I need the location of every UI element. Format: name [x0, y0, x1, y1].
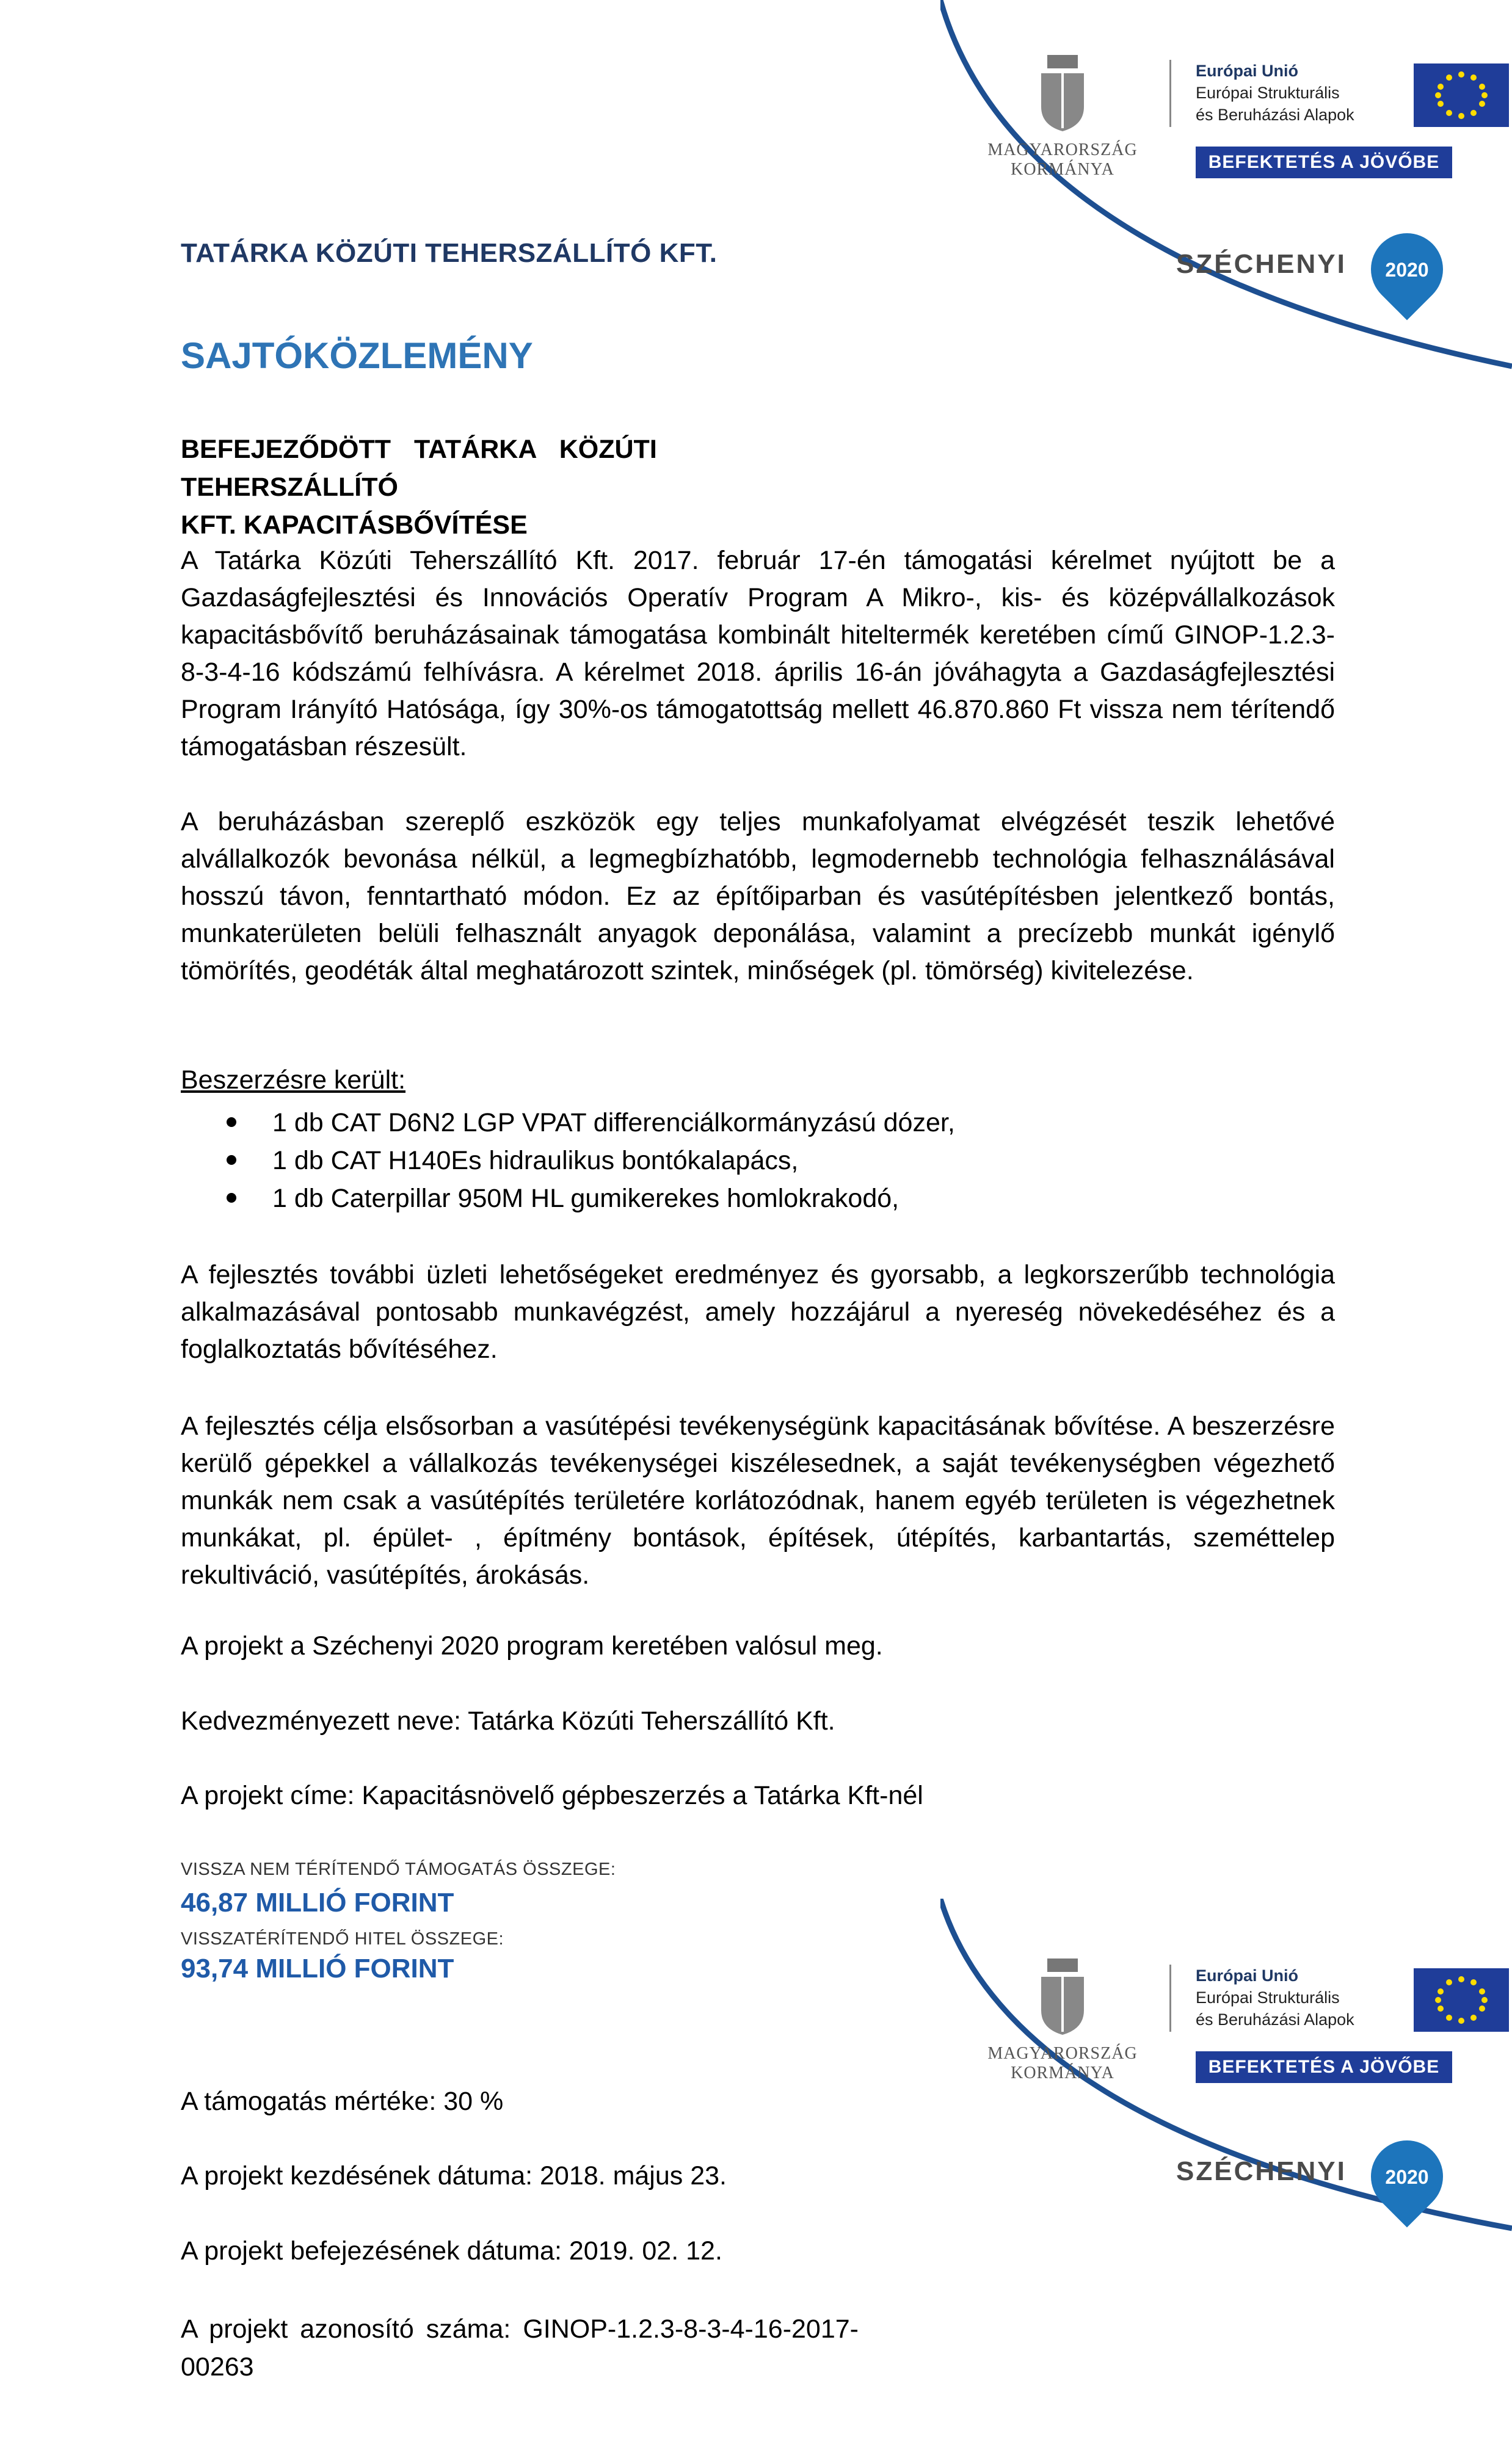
invest-banner: BEFEKTETÉS A JÖVŐBE: [1196, 147, 1452, 178]
paragraph-benefits: A fejlesztés további üzleti lehetőségeket eredményez és gyorsabb, a legkorszerűbb technológia alkalmazásával pontosabb munkavégzést, amely hozzájárul a nyereség növekedéséhez és a foglalkoztatás bővítéséhez.: [181, 1260, 1335, 1364]
szechenyi-logo-text: SZÉCHENYI: [1176, 2156, 1347, 2186]
grant-value: 46,87 MILLIÓ FORINT: [181, 1888, 454, 1918]
bullet-icon: [227, 1155, 236, 1165]
top-logo-group: [940, 0, 1512, 379]
list-item: [181, 1179, 955, 1217]
list-item: [181, 1104, 955, 1142]
support-rate: A támogatás mértéke: 30 %: [181, 2087, 504, 2116]
decorative-arc: [940, 0, 1512, 379]
invest-banner: BEFEKTETÉS A JÖVŐBE: [1196, 2051, 1452, 2083]
paragraph-application: A Tatárka Közúti Teherszállító Kft. 2017. február 17-én támogatási kérelmet nyújtott be a Gazdaságfejlesztési és Innovációs Operatív Program A Mikro-, kis- és középvállalkozások kapacitásbővítő beruházásainak támogatása kombinált hiteltermék keretében című GINOP-1.2.3-8-3-4-16 kódszámú felhívásra. A kérelmet 2018. április 16-án jóváhagyta a Gazdaságfejlesztési Program Irányító Hatósága, így 30%-os támogatottság mellett 46.870.860 Ft vissza nem térítendő támogatásban részesült.: [181, 546, 1335, 761]
logo-divider: [1169, 1965, 1171, 2032]
loan-value: 93,74 MILLIÓ FORINT: [181, 1954, 454, 1984]
bullet-icon: [227, 1193, 236, 1203]
subtitle-line-2: KFT. KAPACITÁSBŐVÍTÉSE: [181, 510, 528, 540]
end-date: A projekt befejezésének dátuma: 2019. 02. 12.: [181, 2236, 722, 2266]
purchase-list: [181, 1104, 955, 1217]
list-item-text: 1 db Caterpillar 950M HL gumikerekes homlokrakodó,: [272, 1184, 900, 1213]
szechenyi-logo-text: SZÉCHENYI: [1176, 249, 1347, 279]
hungary-crest-icon: [1035, 1952, 1090, 2041]
logo-divider: [1169, 60, 1171, 127]
project-title-line: A projekt címe: Kapacitásnövelő gépbeszerzés a Tatárka Kft-nél: [181, 1781, 923, 1810]
eu-flag-icon: [1414, 1968, 1509, 2032]
szechenyi-year: 2020: [1385, 2166, 1429, 2188]
start-date: A projekt kezdésének dátuma: 2018. május 23.: [181, 2161, 727, 2190]
subtitle-line-1: [181, 430, 862, 506]
list-item-text: 1 db CAT D6N2 LGP VPAT differenciálkormányzású dózer,: [272, 1108, 955, 1137]
company-name: TATÁRKA KÖZÚTI TEHERSZÁLLÍTÓ KFT.: [181, 238, 718, 268]
paragraph-goal: A fejlesztés célja elsősorban a vasútépési tevékenységünk kapacitásának bővítése. A beszerzésre kerülő gépekkel a vállalkozás tevékenységei kiszélesednek, a saját tevékenységben végezhető munkák nem csak a vasútépítés területére korlátozódnak, hanem egyéb területen is végezhetnek munkákat, pl. épület- , építmény bontások, építések, útépítés, karbantartás, szeméttelep rekultiváció, vasútépítés, árokásás.: [181, 1411, 1335, 1590]
project-identifier: A projekt azonosító száma: GINOP-1.2.3-8-3-4-16-2017-00263: [181, 2314, 859, 2382]
government-label: MAGYARORSZÁG KORMÁNYA: [987, 140, 1138, 179]
purchase-label: Beszerzésre került:: [181, 1065, 406, 1095]
eu-text-block: Európai Unió Európai Strukturális és Beruházási Alapok: [1196, 1966, 1354, 2029]
program-line: A projekt a Széchenyi 2020 program keretében valósul meg.: [181, 1631, 883, 1661]
bottom-logo-group: [940, 1899, 1512, 2241]
list-item-text: 1 db CAT H140Es hidraulikus bontókalapács,: [272, 1146, 799, 1175]
eu-flag-icon: [1414, 63, 1509, 127]
hungary-crest-icon: [1035, 49, 1090, 137]
loan-label: VISSZATÉRÍTENDŐ HITEL ÖSSZEGE:: [181, 1929, 504, 1949]
page-heading: SAJTÓKÖZLEMÉNY: [181, 335, 533, 376]
subtitle-line-1-text: BEFEJEZŐDÖTT TATÁRKA KÖZÚTI TEHERSZÁLLÍTÓ: [181, 435, 657, 502]
bullet-icon: [227, 1117, 236, 1127]
paragraph-equipment: A beruházásban szereplő eszközök egy teljes munkafolyamat elvégzését teszik lehetővé alvállalkozók bevonása nélkül, a legmegbízhatóbb, legmodernebb technológia felhasználásával hosszú távon, fenntartható módon. Ez az építőiparban és vasútépítésben jelentkező bontás, munkaterületen belüli felhasznált anyagok deponálása, valamint a precízebb munkát igénylő tömörítés, geodéták által meghatározott szintek, minőségek (pl. tömörség) kivitelezése.: [181, 807, 1335, 985]
grant-label: VISSZA NEM TÉRÍTENDŐ TÁMOGATÁS ÖSSZEGE:: [181, 1860, 616, 1879]
szechenyi-year: 2020: [1385, 259, 1429, 281]
beneficiary-line: Kedvezményezett neve: Tatárka Közúti Teherszállító Kft.: [181, 1706, 835, 1736]
government-label: MAGYARORSZÁG KORMÁNYA: [987, 2044, 1138, 2082]
list-item: [181, 1142, 955, 1179]
press-release-subtitle: [181, 430, 914, 544]
eu-text-block: Európai Unió Európai Strukturális és Beruházási Alapok: [1196, 62, 1354, 124]
